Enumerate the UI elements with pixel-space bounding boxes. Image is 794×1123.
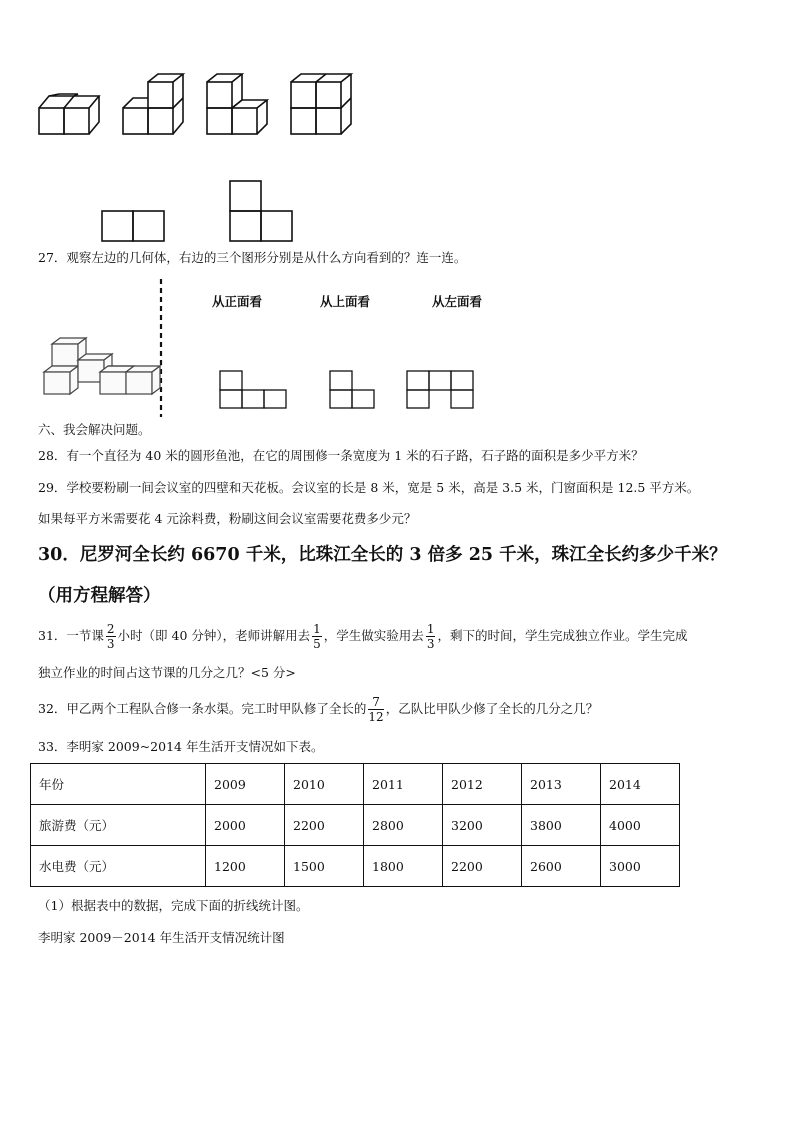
table-cell: 2009 bbox=[206, 764, 285, 805]
table-cell: 3200 bbox=[443, 805, 522, 846]
view-answer-2 bbox=[330, 371, 374, 408]
table-cell: 2800 bbox=[364, 805, 443, 846]
fraction-1-5: $\frac{1}{5}$ bbox=[313, 622, 321, 651]
table-cell: 1800 bbox=[364, 846, 443, 887]
sub-question-1: （1）根据表中的数据，完成下面的折线统计图。 bbox=[38, 898, 309, 913]
question-30-line1: 30．尼罗河全长约 6670 千米，比珠江全长的 3 倍多 25 千米，珠江全长约多少千米？ bbox=[38, 545, 727, 565]
table-cell: 4000 bbox=[601, 805, 680, 846]
table-cell: 2014 bbox=[601, 764, 680, 805]
label-front-view: 从正面看 bbox=[212, 294, 263, 309]
table-cell: 年份 bbox=[31, 764, 206, 805]
table-cell: 1500 bbox=[285, 846, 364, 887]
table-row bbox=[31, 805, 680, 846]
table-cell: 2200 bbox=[285, 805, 364, 846]
question-29-line1: 29．学校要粉刷一间会议室的四壁和天花板。会议室的长是 8 米，宽是 5 米，高是 3.5 米，门窗面积是 12.5 平方米。 bbox=[38, 480, 700, 495]
view-answers bbox=[0, 360, 794, 420]
table-cell: 2013 bbox=[522, 764, 601, 805]
fraction-7-12: $\frac{7}{12}$ bbox=[368, 695, 384, 724]
label-top-view: 从上面看 bbox=[320, 294, 371, 309]
fraction-2-3: $\frac{2}{3}$ bbox=[106, 622, 115, 651]
expense-table bbox=[30, 763, 680, 887]
table-cell: 2200 bbox=[443, 846, 522, 887]
question-33: 33．李明家 2009~2014 年生活开支情况如下表。 bbox=[38, 739, 324, 754]
view-shapes-row bbox=[0, 0, 794, 250]
table-header-row bbox=[31, 764, 680, 805]
chart-title: 李明家 2009－2014 年生活开支情况统计图 bbox=[38, 930, 285, 945]
question-31-line1: 31．一节课 $\frac{2}{3}$ 小时（即 40 分钟），老师讲解用去 $\frac{1}{5}$ ，学生做实验用去 $\frac{1}{3}$ ，剩下的时间，学生完成独立作业。学生完成 bbox=[38, 622, 688, 651]
question-32: 32．甲乙两个工程队合修一条水渠。完工时甲队修了全长的 $\frac{7}{12}$ ，乙队比甲队少修了全长的几分之几？ bbox=[38, 695, 599, 724]
table-cell: 3800 bbox=[522, 805, 601, 846]
view-answer-3 bbox=[407, 371, 473, 408]
table-cell: 水电费（元） bbox=[31, 846, 206, 887]
table-cell: 旅游费（元） bbox=[31, 805, 206, 846]
question-28: 28．有一个直径为 40 米的圆形鱼池，在它的周围修一条宽度为 1 米的石子路，石子路的面积是多少平方米？ bbox=[38, 448, 644, 463]
question-27: 27．观察左边的几何体，右边的三个图形分别是从什么方向看到的？连一连。 bbox=[38, 250, 467, 265]
question-29-line2: 如果每平方米需要花 4 元涂料费，粉刷这间会议室需要花费多少元？ bbox=[38, 511, 417, 526]
table-cell: 2010 bbox=[285, 764, 364, 805]
question-30-line2: （用方程解答） bbox=[38, 586, 161, 606]
label-left-view: 从左面看 bbox=[432, 294, 483, 309]
fraction-1-3: $\frac{1}{3}$ bbox=[426, 622, 435, 651]
table-cell: 2600 bbox=[522, 846, 601, 887]
table-cell: 2012 bbox=[443, 764, 522, 805]
table-cell: 3000 bbox=[601, 846, 680, 887]
question-31-line2: 独立作业的时间占这节课的几分之几？<5 分> bbox=[38, 665, 296, 680]
table-cell: 2000 bbox=[206, 805, 285, 846]
table-cell: 2011 bbox=[364, 764, 443, 805]
section-6-heading: 六、我会解决问题。 bbox=[38, 422, 151, 437]
table-row bbox=[31, 846, 680, 887]
view-answer-1 bbox=[220, 371, 286, 408]
table-cell: 1200 bbox=[206, 846, 285, 887]
view-shape-2 bbox=[230, 181, 292, 241]
view-shape-1 bbox=[102, 211, 164, 241]
